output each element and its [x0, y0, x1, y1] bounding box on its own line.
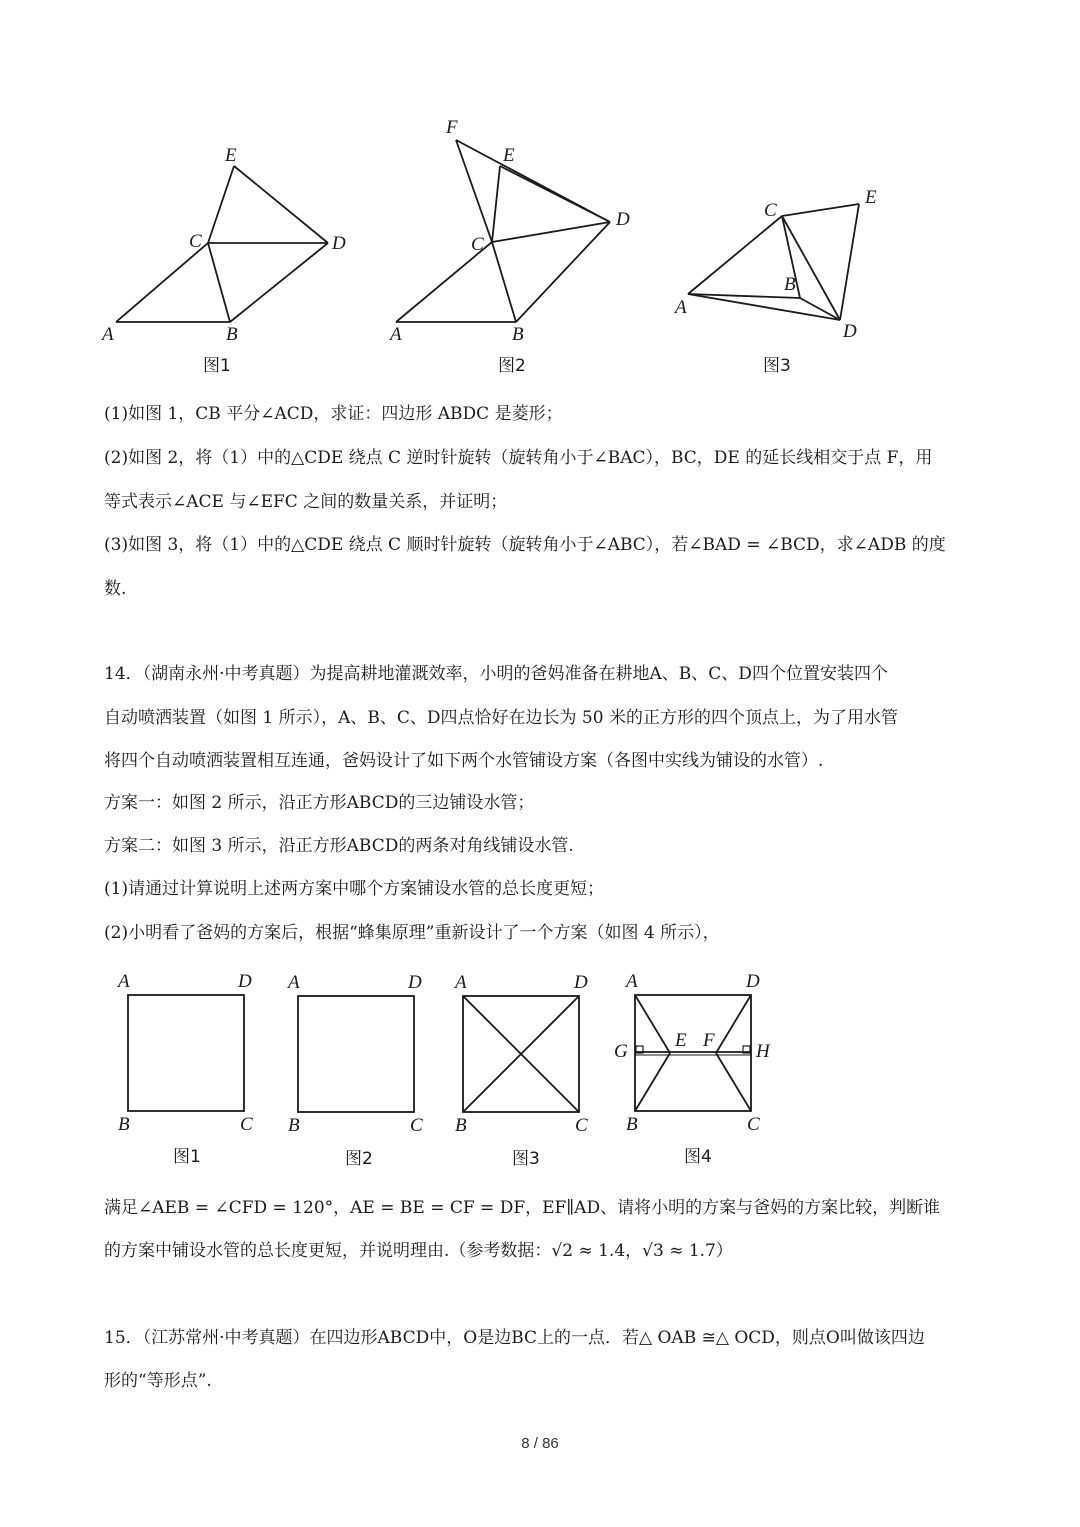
- figure-3-rotated: [673, 187, 877, 376]
- sq3-label-c: C: [575, 1115, 588, 1136]
- figure-1-rhombus: [100, 145, 346, 376]
- sq4-label-g: G: [614, 1041, 628, 1062]
- fig2-label-e: E: [503, 145, 515, 166]
- fig1-label-d: D: [332, 233, 346, 254]
- fig1-label-b: B: [226, 324, 238, 345]
- sq3-label-b: B: [455, 1115, 467, 1136]
- q14-line1: 14．（湖南永州·中考真题）为提高耕地灌溉效率，小明的爸妈准备在耕地A、B、C、D四个位置安装四个: [104, 664, 888, 684]
- figure-2-rotated: [388, 117, 630, 376]
- sq4-label-f: F: [703, 1030, 715, 1051]
- fig2-label-b: B: [512, 324, 524, 345]
- sq1-label-a: A: [118, 971, 130, 992]
- sq1-label-d: D: [238, 971, 252, 992]
- q13-part1: (1)如图 1，CB 平分∠ACD，求证：四边形 ABDC 是菱形；: [104, 404, 563, 424]
- sq2-label-d: D: [408, 972, 422, 993]
- fig2-caption: 图2: [498, 356, 526, 376]
- fig2-label-a: A: [390, 324, 402, 345]
- sq4-caption: 图4: [684, 1147, 712, 1167]
- fig1-label-c: C: [189, 231, 202, 252]
- sq4-label-h: H: [756, 1041, 770, 1062]
- page-number: 8 / 86: [521, 1435, 559, 1452]
- sq4-label-a: A: [626, 971, 638, 992]
- fig3-label-a: A: [675, 297, 687, 318]
- fig3-label-d: D: [843, 321, 857, 342]
- sq3-caption: 图3: [512, 1149, 540, 1169]
- q14-plan1: 方案一：如图 2 所示，沿正方形ABCD的三边铺设水管；: [104, 793, 535, 813]
- square-figure-4: [614, 971, 771, 1167]
- fig2-label-d: D: [616, 209, 630, 230]
- sq4-label-e: E: [675, 1030, 687, 1051]
- sq3-label-a: A: [455, 972, 467, 993]
- sq4-label-b: B: [626, 1114, 638, 1135]
- fig2-label-c: C: [471, 234, 484, 255]
- q13-part3-line1: (3)如图 3，将（1）中的△CDE 绕点 C 顺时针旋转（旋转角小于∠ABC），若∠BAD = ∠BCD，求∠ADB 的度: [104, 535, 946, 555]
- fig3-label-b: B: [784, 274, 796, 295]
- q15-line2: 形的“等形点”.: [104, 1371, 212, 1391]
- fig3-label-e: E: [865, 187, 877, 208]
- sq2-label-b: B: [288, 1115, 300, 1136]
- sq1-caption: 图1: [173, 1147, 201, 1167]
- sq1-label-b: B: [118, 1114, 130, 1135]
- fig1-label-e: E: [225, 145, 237, 166]
- square-figure-2: [286, 972, 423, 1169]
- sq3-label-d: D: [574, 972, 588, 993]
- sq2-caption: 图2: [345, 1149, 373, 1169]
- q14-line3: 将四个自动喷洒装置相互连通，爸妈设计了如下两个水管铺设方案（各图中实线为铺设的水管）.: [104, 751, 824, 771]
- fig3-label-c: C: [764, 200, 777, 221]
- q13-part3-line2: 数.: [104, 579, 127, 599]
- fig1-label-a: A: [102, 324, 114, 345]
- sq4-label-c: C: [747, 1114, 760, 1135]
- fig3-caption: 图3: [763, 356, 791, 376]
- q14-part1: (1)请通过计算说明上述两方案中哪个方案铺设水管的总长度更短；: [104, 879, 605, 899]
- sq4-label-d: D: [746, 971, 760, 992]
- square-figure-1: [116, 971, 253, 1167]
- q14-condition-line2: 的方案中铺设水管的总长度更短，并说明理由.（参考数据：√2 ≈ 1.4，√3 ≈ 1.7）: [104, 1241, 733, 1261]
- fig1-caption: 图1: [203, 356, 231, 376]
- fig2-label-f: F: [446, 117, 458, 138]
- q15-line1: 15．（江苏常州·中考真题）在四边形ABCD中，O是边BC上的一点．若△ OAB ≅△ OCD，则点O叫做该四边: [104, 1328, 925, 1348]
- sq1-label-c: C: [240, 1114, 253, 1135]
- q14-plan2: 方案二：如图 3 所示，沿正方形ABCD的两条对角线铺设水管.: [104, 836, 574, 856]
- sq2-label-a: A: [288, 972, 300, 993]
- q14-part2: (2)小明看了爸妈的方案后，根据“蜂集原理”重新设计了一个方案（如图 4 所示），: [104, 923, 720, 943]
- q13-part2-line1: (2)如图 2，将（1）中的△CDE 绕点 C 逆时针旋转（旋转角小于∠BAC），BC，DE 的延长线相交于点 F，用: [104, 448, 933, 468]
- square-figure-3: [453, 972, 588, 1169]
- q14-line2: 自动喷洒装置（如图 1 所示），A、B、C、D四点恰好在边长为 50 米的正方形的四个顶点上，为了用水管: [104, 708, 898, 728]
- q13-part2-line2: 等式表示∠ACE 与∠EFC 之间的数量关系，并证明；: [104, 492, 508, 512]
- q14-condition-line1: 满足∠AEB = ∠CFD = 120°，AE = BE = CF = DF，EF∥AD、请将小明的方案与爸妈的方案比较，判断谁: [104, 1198, 941, 1218]
- sq2-label-c: C: [410, 1115, 423, 1136]
